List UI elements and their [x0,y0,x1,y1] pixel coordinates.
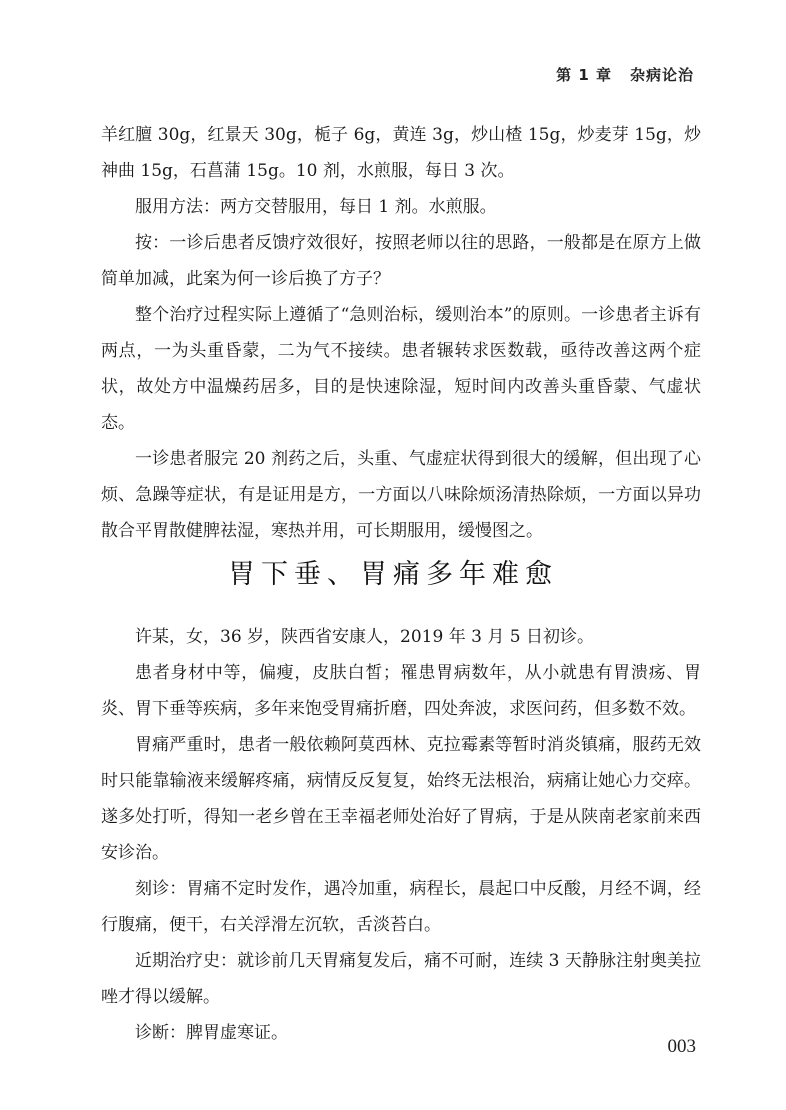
recent-treatment: 近期治疗史：就诊前几天胃痛复发后，痛不可耐，连续 3 天静脉注射奥美拉唑才得以缓解。 [101,951,701,1007]
commentary-followup: 一诊患者服完 20 剂药之后，头重、气虚症状得到很大的缓解，但出现了心烦、急躁等症状，有是证用是方，一方面以八味除烦汤清热除烦，一方面以异功散合平胃散健脾祛湿，寒热并用，可长期服用，缓慢图之。 [101,449,701,541]
dosage-instructions: 服用方法：两方交替服用，每日 1 剂。水煎服。 [135,197,497,217]
section-title: 胃下垂、胃痛多年难愈 [228,559,558,590]
chapter-title: 杂病论治 [629,66,694,84]
running-head [556,64,694,85]
symptom-description: 胃痛严重时，患者一般依赖阿莫西林、克拉霉素等暂时消炎镇痛，服药无效时只能靠输液来缓解疼痛，病情反反复复，始终无法根治，病痛让她心力交瘁。遂多处打听，得知一老乡曾在王幸福老师处治好了胃病，于是从陕南老家前来西安诊治。 [101,735,701,863]
commentary-question: 按：一诊后患者反馈疗效很好，按照老师以往的思路，一般都是在原方上做简单加减，此案为何一诊后换了方子？ [101,233,701,289]
commentary-principle: 整个治疗过程实际上遵循了“急则治标，缓则治本”的原则。一诊患者主诉有两点，一为头重昏蒙，二为气不接续。患者辗转求医数载，亟待改善这两个症状，故处方中温燥药居多，目的是快速除湿，短时间内改善头重昏蒙、气虚状态。 [101,305,701,433]
patient-info: 许某，女，36 岁，陕西省安康人，2019 年 3 月 5 日初诊。 [135,627,594,647]
prescription-continuation: 羊红膻 30g，红景天 30g，栀子 6g，黄连 3g，炒山楂 15g，炒麦芽 15g，炒神曲 15g，石菖蒲 15g。10 剂，水煎服，每日 3 次。 [101,125,701,181]
patient-history: 患者身材中等，偏瘦，皮肤白皙；罹患胃病数年，从小就患有胃溃疡、胃炎、胃下垂等疾病，多年来饱受胃痛折磨，四处奔波，求医问药，但多数不效。 [101,663,701,719]
diagnosis: 诊断：脾胃虚寒证。 [135,1023,288,1043]
page-number: 003 [667,1036,696,1057]
chapter-number: 第 1 章 [556,66,612,84]
top-text-block [101,117,701,549]
current-examination: 刻诊：胃痛不定时发作，遇冷加重，病程长，晨起口中反酸，月经不调，经行腹痛，便干，右关浮滑左沉软，舌淡苔白。 [101,879,701,935]
case-text-block [101,619,701,1051]
